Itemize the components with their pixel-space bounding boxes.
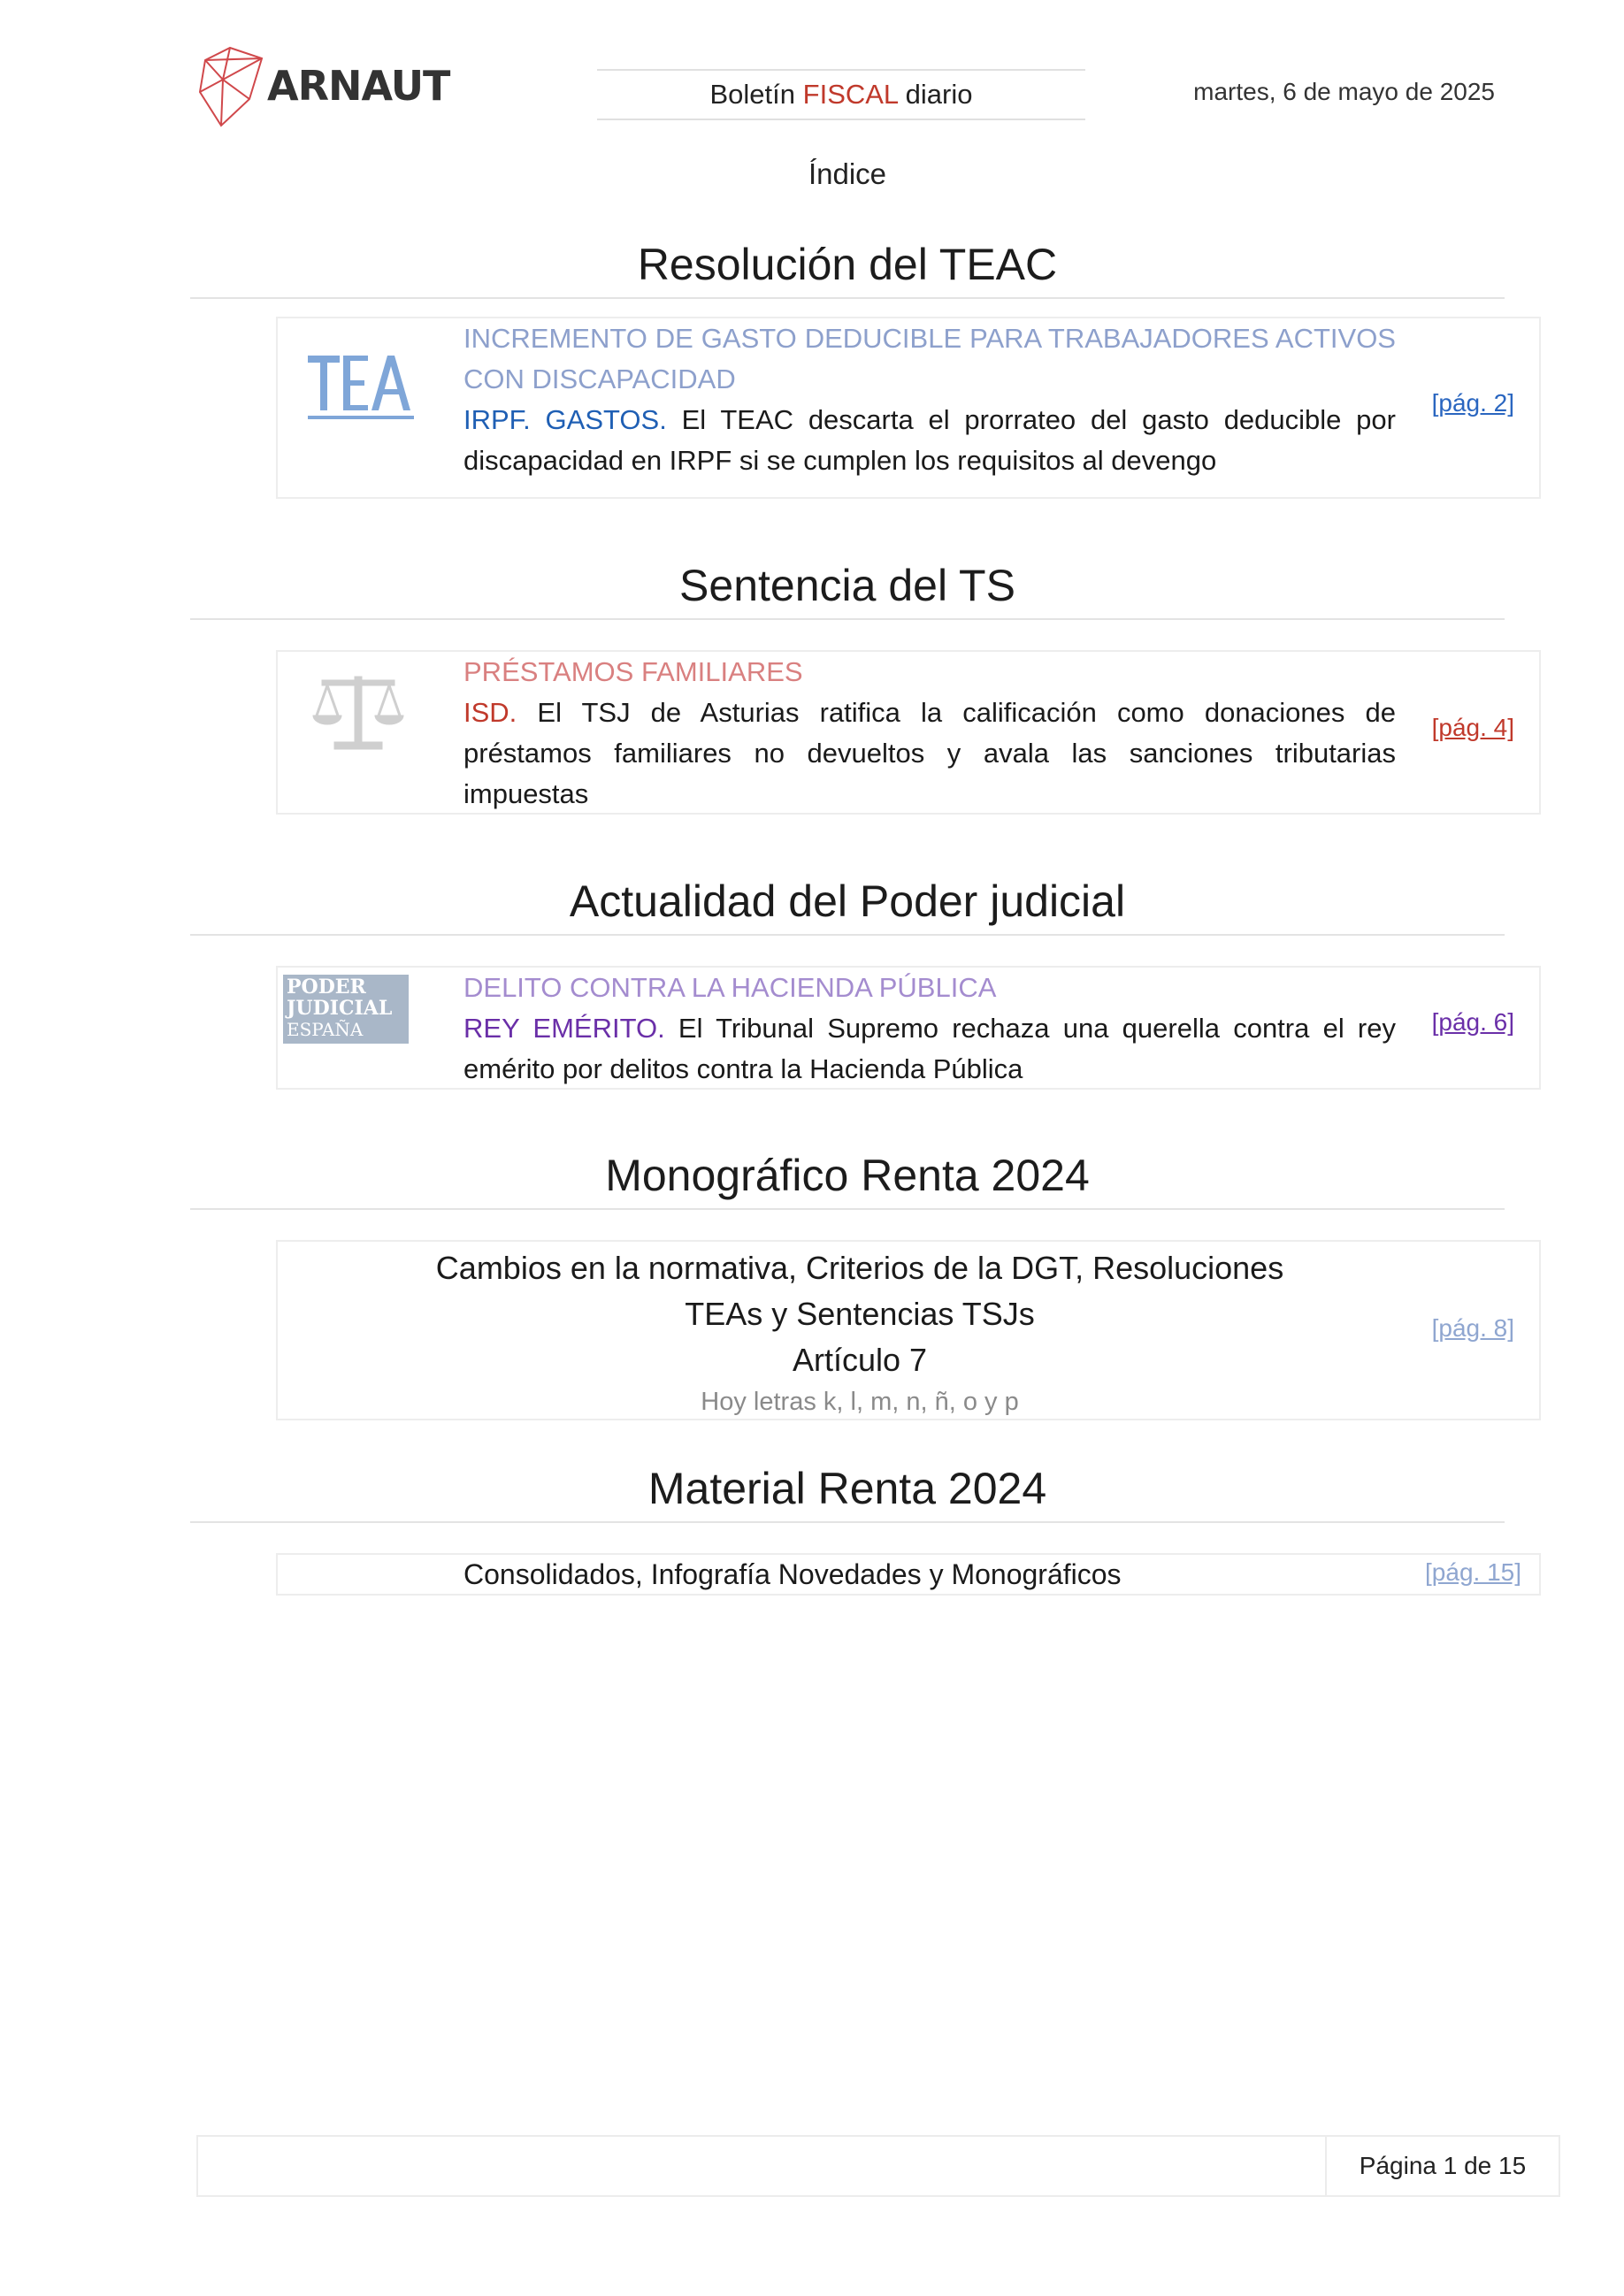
section-title-material: Material Renta 2024 <box>190 1463 1505 1523</box>
item-text-block <box>463 318 1396 481</box>
item-line: Cambios en la normativa, Criterios de la DGT, Resoluciones <box>435 1250 1284 1286</box>
section-title-ts: Sentencia del TS <box>190 560 1505 620</box>
item-line: Artículo 7 <box>792 1342 928 1378</box>
logo-wordmark: ARNAUT <box>267 62 450 110</box>
bulletin-suffix: diario <box>905 79 973 110</box>
index-item-poder-judicial[interactable] <box>276 966 1541 1090</box>
logo-line: JUDICIAL <box>287 997 393 1020</box>
page-link[interactable]: [pág. 15] <box>1425 1558 1521 1586</box>
page-link[interactable]: [pág. 4] <box>1431 714 1514 741</box>
page-number: Página 1 de 15 <box>1325 2135 1560 2197</box>
page-link[interactable]: [pág. 8] <box>1431 1314 1514 1342</box>
index-item-teac[interactable] <box>276 317 1541 499</box>
index-title: Índice <box>808 157 887 190</box>
page-link[interactable]: [pág. 2] <box>1431 389 1514 417</box>
logo-line: ESPAÑA <box>287 1019 364 1040</box>
index-item-monografico[interactable] <box>276 1240 1541 1420</box>
item-text-block <box>463 968 1396 1090</box>
poder-judicial-logo-icon <box>283 975 409 1044</box>
index-item-material[interactable] <box>276 1553 1541 1596</box>
item-summary: El Tribunal Supremo rechaza una querella contra el rey emérito por delitos contra la Hacienda Pública <box>463 1013 1396 1084</box>
item-summary: Consolidados, Infografía Novedades y Monográficos <box>463 1558 1122 1590</box>
bulletin-title <box>597 69 1085 120</box>
item-summary: El TEAC descarta el prorrateo del gasto deducible por discapacidad en IRPF si se cumplen los requisitos al devengo <box>463 404 1396 476</box>
index-item-ts[interactable] <box>276 650 1541 815</box>
section-title-monografico: Monográfico Renta 2024 <box>190 1150 1505 1210</box>
arnaut-logo <box>196 44 462 133</box>
diamond-logo-icon <box>196 44 269 131</box>
issue-date: martes, 6 de mayo de 2025 <box>1193 78 1495 105</box>
bulletin-prefix: Boletín <box>709 79 796 110</box>
item-note: Hoy letras k, l, m, n, ñ, o y p <box>701 1388 1019 1416</box>
section-title-teac: Resolución del TEAC <box>190 239 1505 299</box>
item-category: PRÉSTAMOS FAMILIARES <box>463 656 803 687</box>
item-text-block <box>402 1245 1318 1420</box>
bulletin-highlight: FISCAL <box>802 79 899 110</box>
item-tag: ISD. <box>463 697 517 728</box>
item-tag: IRPF. GASTOS. <box>463 404 667 435</box>
item-summary: El TSJ de Asturias ratifica la calificación como donaciones de préstamos familiares no devueltos y avala las sanciones tributarias impuestas <box>463 697 1396 809</box>
footer-left-cell <box>196 2135 1327 2197</box>
item-category: DELITO CONTRA LA HACIENDA PÚBLICA <box>463 972 997 1003</box>
tea-logo-icon <box>306 350 416 423</box>
item-line: TEAs y Sentencias TSJs <box>685 1296 1035 1332</box>
item-tag: REY EMÉRITO. <box>463 1013 665 1044</box>
item-text-block <box>463 652 1396 815</box>
page-link[interactable]: [pág. 6] <box>1431 1008 1514 1036</box>
item-category: INCREMENTO DE GASTO DEDUCIBLE PARA TRABAJADORES ACTIVOS CON DISCAPACIDAD <box>463 323 1396 394</box>
logo-line: PODER <box>287 976 366 999</box>
section-title-poder-judicial: Actualidad del Poder judicial <box>190 876 1505 936</box>
scales-icon <box>310 671 407 754</box>
